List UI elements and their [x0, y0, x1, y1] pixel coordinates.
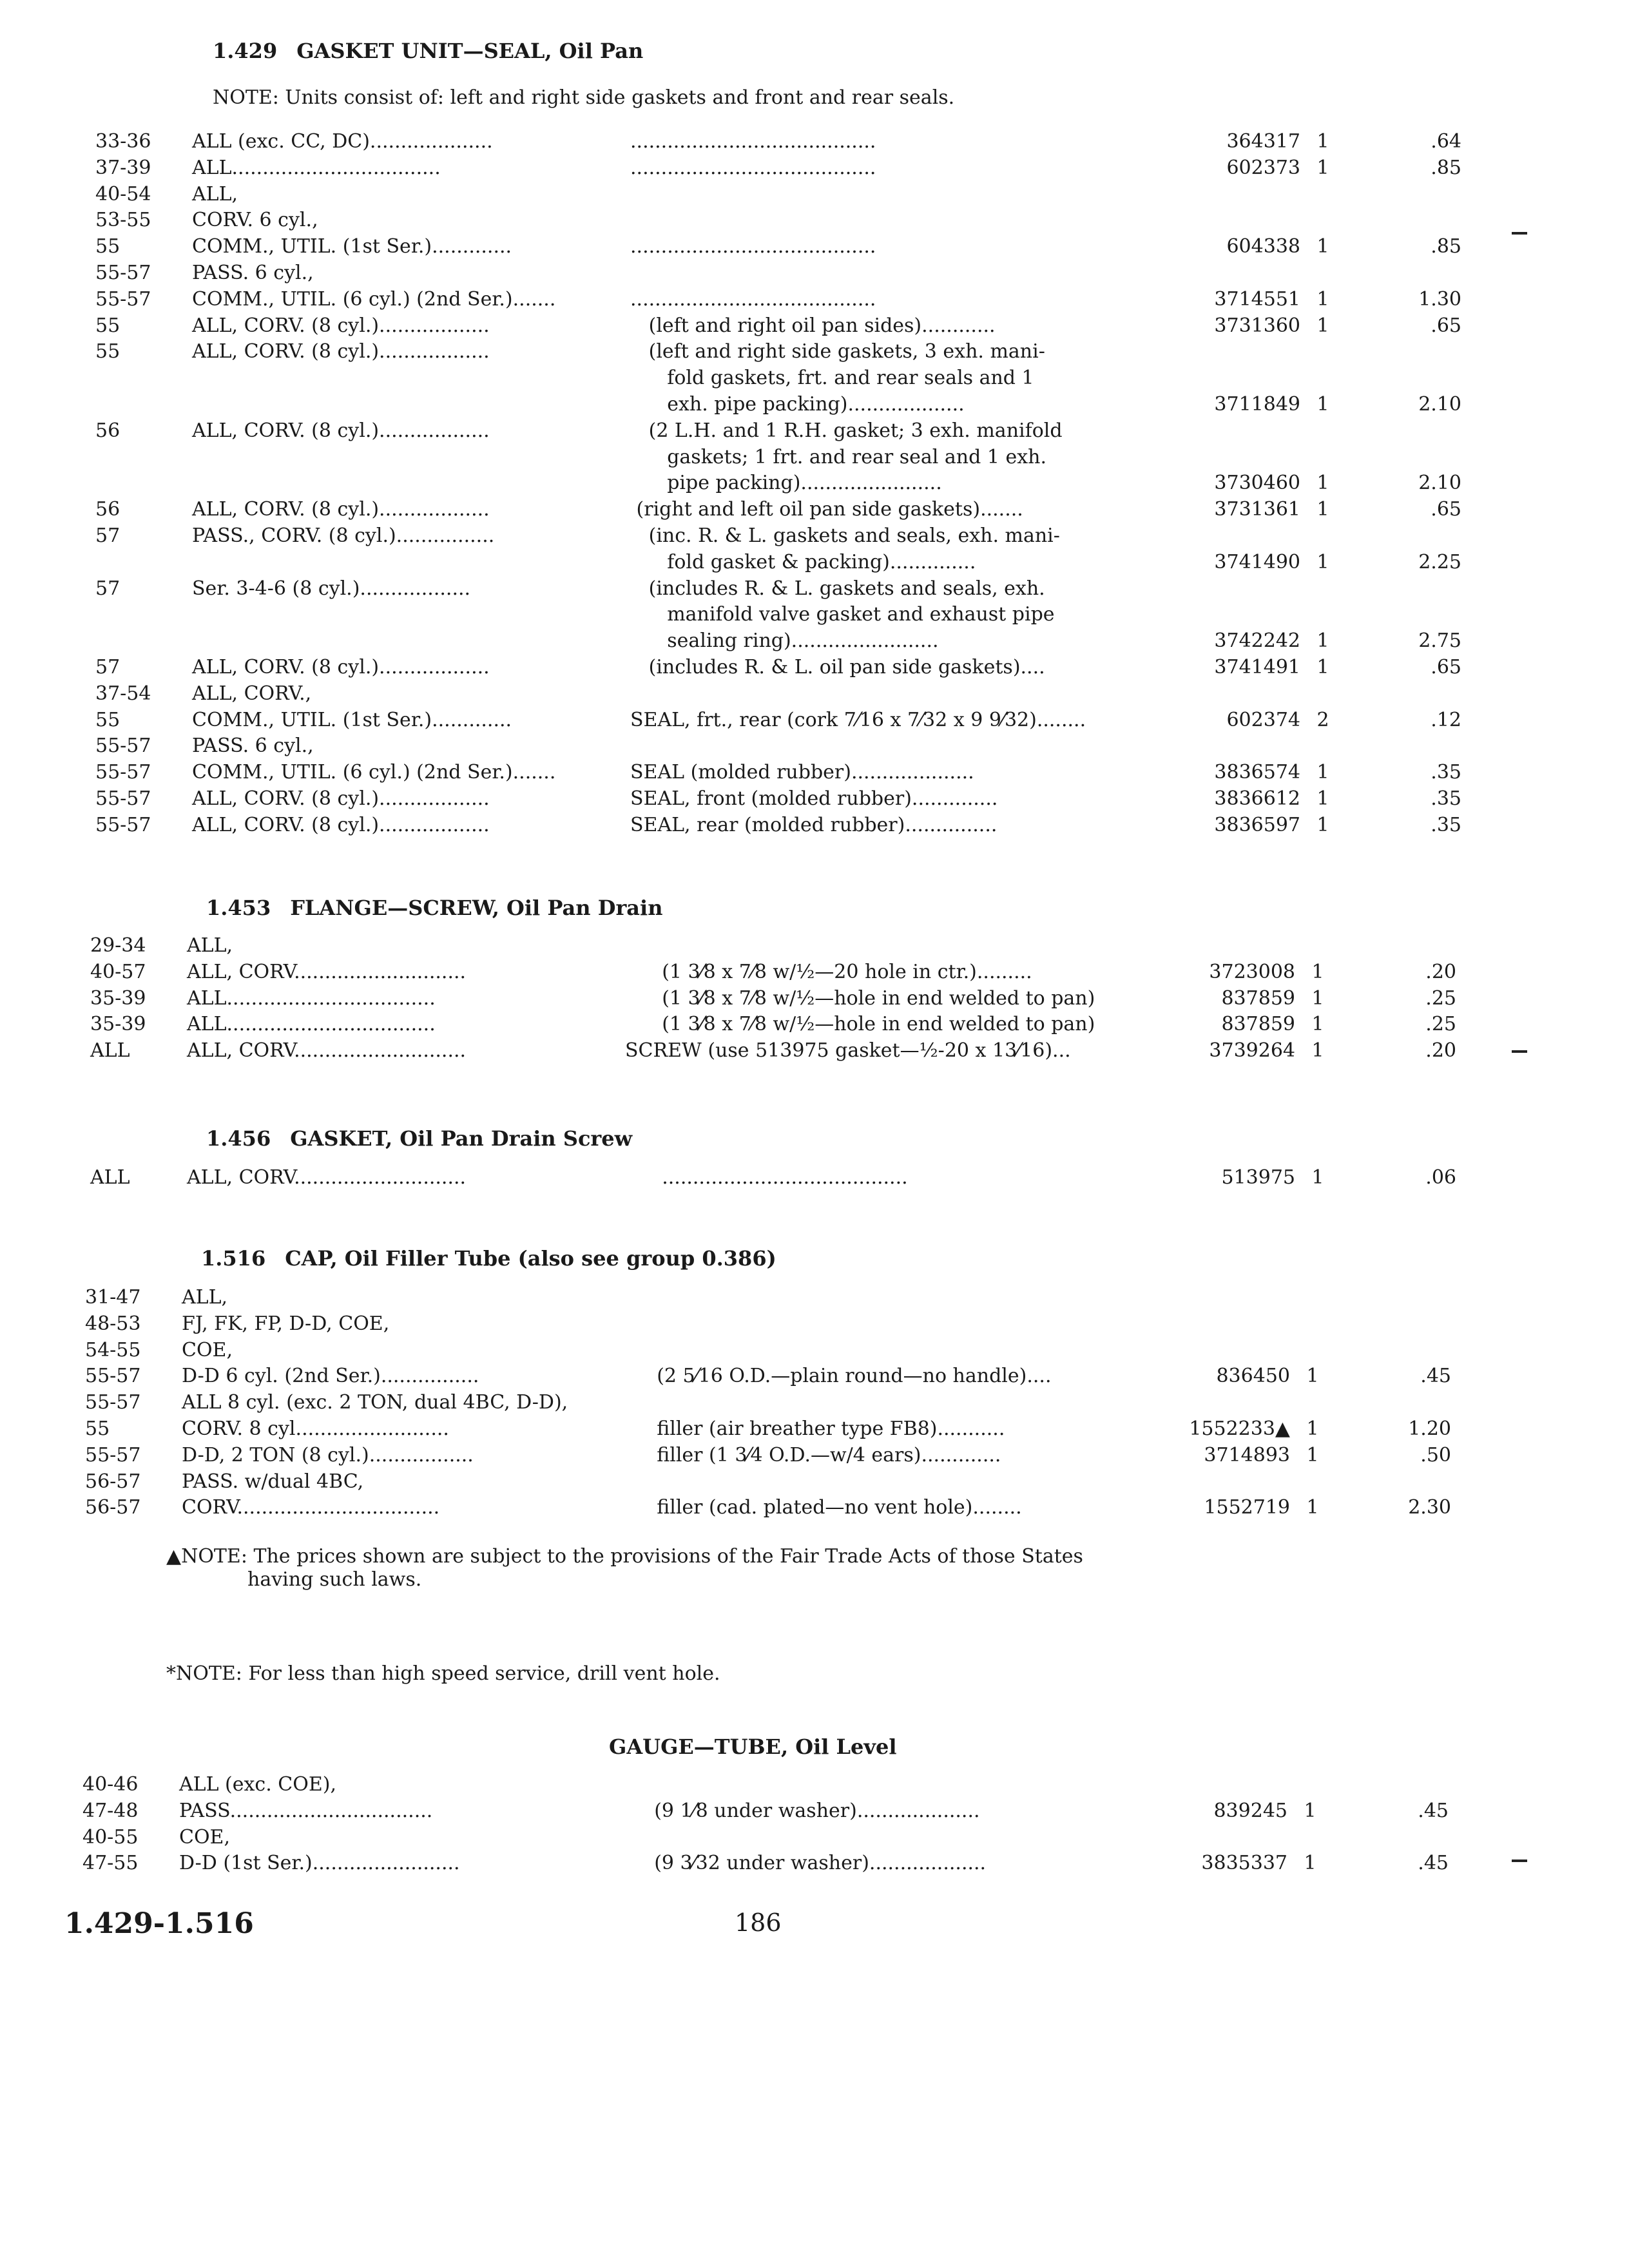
parts-row [95, 761, 1461, 787]
parts-row [85, 1365, 1451, 1390]
price: .06 [1425, 1166, 1456, 1189]
price: .12 [1431, 709, 1461, 731]
parts-row [95, 393, 1461, 419]
description: exh. pipe packing)................... [630, 393, 965, 416]
quantity: 1 [1316, 761, 1329, 783]
quantity: 1 [1306, 1496, 1319, 1519]
year-range: 55-57 [95, 761, 151, 783]
parts-row [85, 1496, 1451, 1522]
quantity: 1 [1316, 498, 1329, 521]
price: .45 [1418, 1852, 1449, 1874]
section-title: GAUGE—TUBE, Oil Level [609, 1735, 897, 1759]
part-number: 3741491 [1214, 656, 1300, 678]
year-range: 47-48 [82, 1800, 139, 1822]
page-number: 186 [735, 1908, 782, 1937]
part-number: 3739264 [1209, 1039, 1295, 1062]
model: ALL.................................. [187, 987, 436, 1010]
year-range: 55-57 [95, 262, 151, 284]
year-range: ALL [90, 1039, 130, 1062]
year-range: 40-57 [90, 961, 146, 983]
model: COMM., UTIL. (1st Ser.)............. [192, 709, 512, 731]
description: (includes R. & L. gaskets and seals, exh. [630, 577, 1045, 600]
model: ALL, CORV............................ [187, 961, 467, 983]
model: CORV. 8 cyl......................... [182, 1418, 449, 1440]
quantity: 1 [1316, 393, 1329, 416]
part-number: 3835337 [1201, 1852, 1287, 1874]
description: (9 1⁄8 under washer).................... [617, 1800, 980, 1822]
description: (1 3⁄8 x 7⁄8 w/½—hole in end welded to pan) [625, 1013, 1095, 1035]
price: 1.20 [1408, 1418, 1451, 1440]
parts-row [95, 419, 1379, 445]
section-range: 1.429-1.516 [64, 1907, 254, 1940]
year-range: 35-39 [90, 1013, 146, 1035]
year-range: 55 [85, 1418, 110, 1440]
model: CORV. 6 cyl., [192, 209, 318, 231]
part-number: 364317 [1226, 130, 1300, 153]
description: ........................................ [630, 157, 876, 179]
parts-row [90, 934, 1379, 960]
model: D-D (1st Ser.)........................ [179, 1852, 460, 1874]
model: D-D, 2 TON (8 cyl.)................. [182, 1444, 474, 1466]
price: 2.75 [1418, 629, 1461, 652]
parts-row [95, 235, 1461, 261]
description: SCREW (use 513975 gasket—½-20 x 13⁄16)... [625, 1039, 1071, 1062]
model: Ser. 3-4-6 (8 cyl.).................. [192, 577, 471, 600]
description: (1 3⁄8 x 7⁄8 w/½—20 hole in ctr.)......... [625, 961, 1032, 983]
parts-row [90, 987, 1456, 1013]
description: SEAL, front (molded rubber).............. [630, 787, 998, 810]
part-number: 3723008 [1209, 961, 1295, 983]
quantity: 1 [1316, 551, 1329, 573]
parts-row [82, 1773, 1379, 1799]
part-number: 513975 [1221, 1166, 1295, 1189]
year-range: 56-57 [85, 1496, 141, 1519]
price: 2.10 [1418, 472, 1461, 494]
section-heading [206, 1126, 632, 1151]
parts-row [85, 1339, 1379, 1365]
model: ALL, CORV............................ [187, 1166, 467, 1189]
year-range: 55-57 [95, 288, 151, 311]
model: ALL, CORV. (8 cyl.).................. [192, 314, 490, 337]
model: COMM., UTIL. (1st Ser.)............. [192, 235, 512, 258]
quantity: 1 [1316, 314, 1329, 337]
parts-row [82, 1852, 1449, 1878]
part-number: 602374 [1226, 709, 1300, 731]
price: .20 [1425, 961, 1456, 983]
quantity: 1 [1311, 961, 1324, 983]
parts-row [90, 1013, 1456, 1039]
year-range: 55 [95, 340, 120, 363]
model: ALL, CORV. (8 cyl.).................. [192, 787, 490, 810]
year-range: 57 [95, 577, 120, 600]
description: pipe packing)....................... [630, 472, 942, 494]
section-note: NOTE: Units consist of: left and right side gaskets and front and rear seals. [213, 86, 955, 109]
parts-row [85, 1286, 1379, 1312]
description: ........................................ [630, 130, 876, 153]
quantity: 1 [1316, 787, 1329, 810]
description: gaskets; 1 frt. and rear seal and 1 exh. [630, 446, 1046, 468]
part-number: 3711849 [1214, 393, 1300, 416]
part-number: 1552719 [1204, 1496, 1290, 1519]
model: ALL, CORV. (8 cyl.).................. [192, 656, 490, 678]
part-number: 604338 [1226, 235, 1300, 258]
description: (2 L.H. and 1 R.H. gasket; 3 exh. manifold [630, 419, 1063, 442]
year-range: 55-57 [85, 1391, 141, 1414]
part-number: 836450 [1216, 1365, 1290, 1387]
year-range: 35-39 [90, 987, 146, 1010]
parts-row [85, 1391, 1379, 1417]
model: ALL, CORV. (8 cyl.).................. [192, 419, 490, 442]
model: ALL.................................. [187, 1013, 436, 1035]
description: filler (air breather type FB8)........... [620, 1418, 1005, 1440]
part-number: 3742242 [1214, 629, 1300, 652]
section-heading [206, 896, 662, 920]
parts-row [95, 209, 1379, 235]
quantity: 1 [1316, 130, 1329, 153]
quantity: 1 [1306, 1444, 1319, 1466]
parts-row [85, 1470, 1379, 1496]
year-range: 47-55 [82, 1852, 139, 1874]
parts-row [95, 603, 1379, 629]
year-range: 37-54 [95, 682, 151, 705]
quantity: 1 [1316, 235, 1329, 258]
description: (right and left oil pan side gaskets)....... [630, 498, 1023, 521]
quantity: 2 [1316, 709, 1329, 731]
parts-row [90, 961, 1456, 986]
description: (9 3⁄32 under washer)................... [617, 1852, 987, 1874]
year-range: 40-46 [82, 1773, 139, 1796]
price: .35 [1431, 787, 1461, 810]
parts-row [95, 629, 1461, 655]
year-range: 53-55 [95, 209, 151, 231]
description: ........................................ [630, 288, 876, 311]
part-number: 839245 [1213, 1800, 1287, 1822]
model: PASS. 6 cyl., [192, 735, 314, 757]
model: ALL.................................. [192, 157, 441, 179]
description: ........................................ [625, 1166, 908, 1189]
year-range: 29-34 [90, 934, 146, 957]
part-number: 1552233▲ [1189, 1418, 1290, 1440]
price: .64 [1431, 130, 1461, 153]
year-range: 54-55 [85, 1339, 141, 1361]
parts-row [85, 1418, 1451, 1443]
section-heading [609, 1735, 897, 1759]
section-heading [213, 39, 643, 63]
quantity: 1 [1316, 814, 1329, 836]
part-number: 3730460 [1214, 472, 1300, 494]
year-range: 56-57 [85, 1470, 141, 1493]
parts-row [95, 367, 1379, 392]
model: ALL, [187, 934, 233, 957]
parts-row [82, 1826, 1379, 1852]
model: ALL (exc. COE), [179, 1773, 336, 1796]
parts-row [90, 1166, 1456, 1192]
section-title: GASKET UNIT—SEAL, Oil Pan [296, 39, 644, 63]
parts-row [95, 262, 1379, 287]
year-range: 56 [95, 498, 120, 521]
year-range: 55 [95, 314, 120, 337]
price: 1.30 [1418, 288, 1461, 311]
year-range: 55-57 [85, 1365, 141, 1387]
model: ALL 8 cyl. (exc. 2 TON, dual 4BC, D-D), [182, 1391, 568, 1414]
section-number: 1.453 [206, 896, 271, 920]
description: (inc. R. & L. gaskets and seals, exh. mani- [630, 524, 1060, 547]
price: .65 [1431, 314, 1461, 337]
model: ALL, CORV............................ [187, 1039, 467, 1062]
part-number: 3836612 [1214, 787, 1300, 810]
parts-row [95, 682, 1379, 708]
price: .35 [1431, 761, 1461, 783]
price: .25 [1425, 1013, 1456, 1035]
margin-mark [1512, 1860, 1527, 1862]
section-title: CAP, Oil Filler Tube (also see group 0.386) [285, 1246, 776, 1271]
model: ALL, CORV. (8 cyl.).................. [192, 340, 490, 363]
price: 2.30 [1408, 1496, 1451, 1519]
description: (left and right side gaskets, 3 exh. mani- [630, 340, 1045, 363]
part-number: 837859 [1221, 1013, 1295, 1035]
price: 2.25 [1418, 551, 1461, 573]
price: .65 [1431, 656, 1461, 678]
quantity: 1 [1304, 1800, 1316, 1822]
section-heading [201, 1246, 776, 1271]
model: ALL, [192, 183, 238, 206]
part-number: 3731360 [1214, 314, 1300, 337]
part-number: 837859 [1221, 987, 1295, 1010]
year-range: 57 [95, 656, 120, 678]
price: 2.10 [1418, 393, 1461, 416]
parts-row [95, 709, 1461, 735]
part-number: 3836574 [1214, 761, 1300, 783]
parts-row [95, 340, 1379, 366]
description: SEAL, rear (molded rubber)............... [630, 814, 998, 836]
part-number: 602373 [1226, 157, 1300, 179]
model: ALL (exc. CC, DC).................... [192, 130, 493, 153]
description: SEAL (molded rubber).................... [630, 761, 974, 783]
parts-row [85, 1444, 1451, 1470]
price: .65 [1431, 498, 1461, 521]
quantity: 1 [1306, 1365, 1319, 1387]
quantity: 1 [1304, 1852, 1316, 1874]
parts-row [95, 157, 1461, 182]
quantity: 1 [1316, 656, 1329, 678]
description: manifold valve gasket and exhaust pipe [630, 603, 1055, 626]
price: .85 [1431, 235, 1461, 258]
price: .45 [1420, 1365, 1451, 1387]
parts-row [95, 577, 1379, 603]
year-range: 31-47 [85, 1286, 141, 1309]
model: CORV................................. [182, 1496, 440, 1519]
year-range: 40-54 [95, 183, 151, 206]
year-range: 37-39 [95, 157, 151, 179]
parts-row [95, 472, 1461, 497]
description: fold gasket & packing).............. [630, 551, 976, 573]
parts-row [95, 814, 1461, 840]
quantity: 1 [1311, 1166, 1324, 1189]
section-title: FLANGE—SCREW, Oil Pan Drain [290, 896, 663, 920]
parts-row [95, 183, 1379, 209]
description: fold gaskets, frt. and rear seals and 1 [630, 367, 1034, 389]
model: PASS., CORV. (8 cyl.)................ [192, 524, 495, 547]
fair-trade-note-cont: having such laws. [247, 1568, 422, 1591]
year-range: 56 [95, 419, 120, 442]
description: (2 5⁄16 O.D.—plain round—no handle).... [620, 1365, 1052, 1387]
year-range: 40-55 [82, 1826, 139, 1849]
fair-trade-note: ▲NOTE: The prices shown are subject to the provisions of the Fair Trade Acts of those States [166, 1545, 1083, 1568]
description: (includes R. & L. oil pan side gaskets).... [630, 656, 1045, 678]
parts-row [95, 130, 1461, 156]
year-range: 57 [95, 524, 120, 547]
year-range: 55-57 [95, 787, 151, 810]
parts-row [95, 314, 1461, 340]
model: FJ, FK, FP, D-D, COE, [182, 1312, 390, 1335]
part-number: 3714551 [1214, 288, 1300, 311]
quantity: 1 [1316, 629, 1329, 652]
parts-row [82, 1800, 1449, 1825]
model: COMM., UTIL. (6 cyl.) (2nd Ser.)....... [192, 761, 556, 783]
quantity: 1 [1316, 157, 1329, 179]
model: COE, [182, 1339, 233, 1361]
year-range: 55-57 [85, 1444, 141, 1466]
quantity: 1 [1311, 987, 1324, 1010]
vent-note: *NOTE: For less than high speed service, drill vent hole. [166, 1662, 720, 1685]
price: .50 [1420, 1444, 1451, 1466]
section-number: 1.456 [206, 1126, 271, 1151]
year-range: 48-53 [85, 1312, 141, 1335]
parts-row [95, 551, 1461, 577]
price: .45 [1418, 1800, 1449, 1822]
parts-row [95, 446, 1379, 472]
description: SEAL, frt., rear (cork 7⁄16 x 7⁄32 x 9 9⁄32)........ [630, 709, 1086, 731]
parts-row [90, 1039, 1456, 1065]
description: filler (1 3⁄4 O.D.—w/4 ears)............. [620, 1444, 1001, 1466]
parts-row [95, 656, 1461, 682]
price: .85 [1431, 157, 1461, 179]
model: ALL, [182, 1286, 228, 1309]
model: ALL, CORV. (8 cyl.).................. [192, 814, 490, 836]
quantity: 1 [1316, 288, 1329, 311]
parts-row [95, 288, 1461, 314]
description: filler (cad. plated—no vent hole)........ [620, 1496, 1022, 1519]
part-number: 3741490 [1214, 551, 1300, 573]
year-range: 55-57 [95, 735, 151, 757]
price: .25 [1425, 987, 1456, 1010]
model: COMM., UTIL. (6 cyl.) (2nd Ser.)....... [192, 288, 556, 311]
model: ALL, CORV. (8 cyl.).................. [192, 498, 490, 521]
parts-row [95, 524, 1379, 550]
section-title: GASKET, Oil Pan Drain Screw [290, 1126, 633, 1151]
model: D-D 6 cyl. (2nd Ser.)................ [182, 1365, 479, 1387]
quantity: 1 [1316, 472, 1329, 494]
description: ........................................ [630, 235, 876, 258]
year-range: ALL [90, 1166, 130, 1189]
year-range: 33-36 [95, 130, 151, 153]
margin-mark [1512, 1050, 1527, 1053]
parts-row [95, 498, 1461, 524]
price: .20 [1425, 1039, 1456, 1062]
section-number: 1.429 [213, 39, 278, 63]
quantity: 1 [1311, 1013, 1324, 1035]
year-range: 55 [95, 235, 120, 258]
margin-mark [1512, 232, 1527, 235]
model: PASS. w/dual 4BC, [182, 1470, 364, 1493]
parts-row [95, 735, 1379, 760]
year-range: 55-57 [95, 814, 151, 836]
part-number: 3836597 [1214, 814, 1300, 836]
description: sealing ring)........................ [630, 629, 939, 652]
description: (1 3⁄8 x 7⁄8 w/½—hole in end welded to pan) [625, 987, 1095, 1010]
description: (left and right oil pan sides)............ [630, 314, 996, 337]
part-number: 3714893 [1204, 1444, 1290, 1466]
model: PASS................................. [179, 1800, 433, 1822]
quantity: 1 [1306, 1418, 1319, 1440]
model: PASS. 6 cyl., [192, 262, 314, 284]
model: ALL, CORV., [192, 682, 312, 705]
part-number: 3731361 [1214, 498, 1300, 521]
quantity: 1 [1311, 1039, 1324, 1062]
parts-row [85, 1312, 1379, 1338]
price: .35 [1431, 814, 1461, 836]
section-number: 1.516 [201, 1246, 266, 1271]
parts-row [95, 787, 1461, 813]
model: COE, [179, 1826, 230, 1849]
year-range: 55 [95, 709, 120, 731]
